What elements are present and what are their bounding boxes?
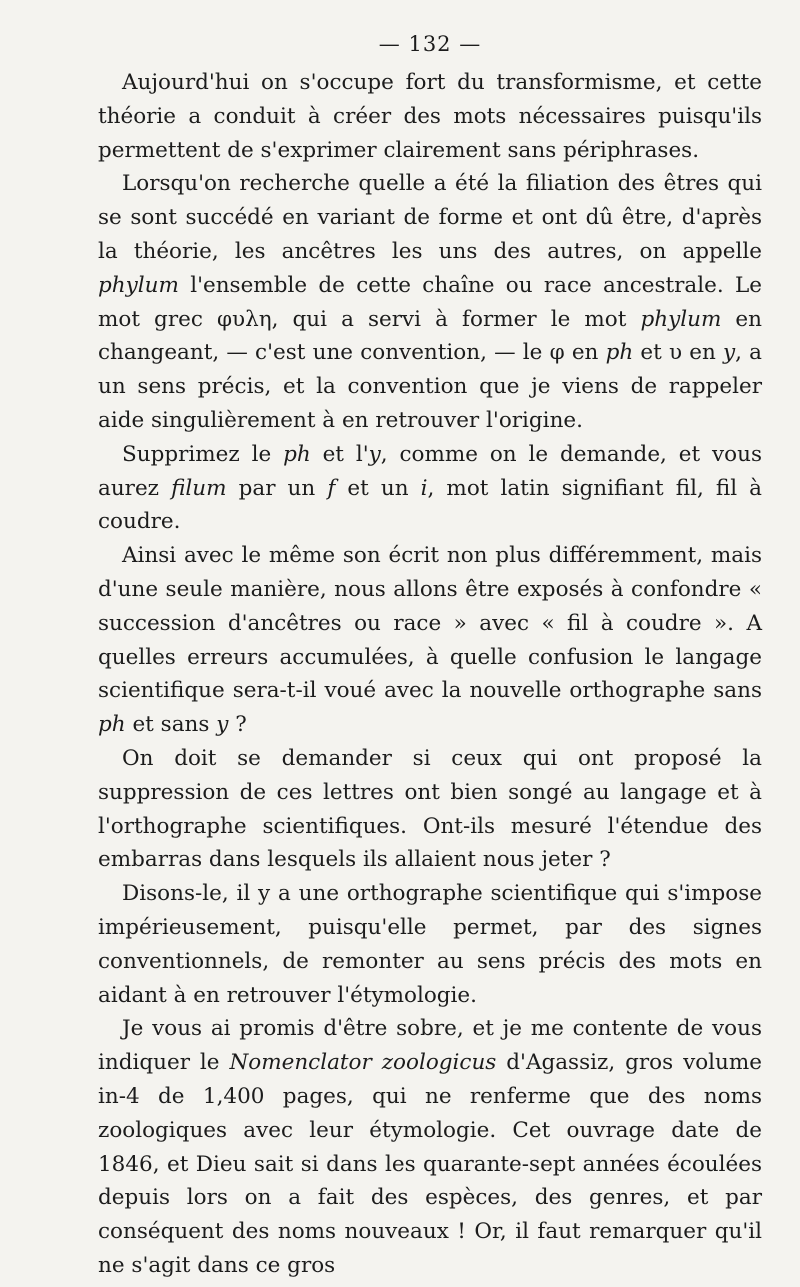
text-run: en changeant, — c'est une convention, — le φ en: [98, 306, 763, 366]
page-number: — 132 —: [378, 32, 482, 56]
text-run: ?: [228, 712, 247, 738]
italic-term: ph: [98, 712, 126, 738]
paragraph: [98, 167, 762, 437]
paragraph: [98, 1012, 762, 1282]
paragraph: [98, 877, 762, 1012]
text-run: Lorsqu'on recherche quelle a été la filiation des êtres qui se sont succédé en variant de forme et ont dû être, d'après la théorie, les ancêtres les uns des autres, on appelle: [98, 171, 762, 264]
text-run: et l': [310, 441, 369, 467]
text-run: l'ensemble de cette chaîne ou race ancestrale. Le mot grec φυλη, qui a servi à former le mot: [98, 272, 762, 332]
italic-term: ph: [605, 340, 634, 366]
paragraph: [98, 66, 762, 167]
text-run: , mot latin signifiant fil, fil à coudre.: [98, 475, 763, 535]
text-run: Aujourd'hui on s'occupe fort du transformisme, et cette théorie a conduit à créer des mots nécessaires puisqu'ils permettent de s'exprimer clairement sans périphrases.: [98, 70, 762, 163]
text-run: et sans: [125, 712, 217, 738]
text-run: Ainsi avec le même son écrit non plus différemment, mais d'une seule manière, nous allons être exposés à confondre « succession d'ancêtres ou race » avec « fil à coudre ». A quelles erreurs accumulées, à quelle confusion le langage scientifique sera-t-il voué avec la nouvelle orthographe sans: [98, 543, 762, 704]
italic-term: y: [368, 441, 381, 467]
text-run: On doit se demander si ceux qui ont proposé la suppression de ces lettres ont bien songé au langage et à l'orthographe scientifiques. Ont-ils mesuré l'étendue des embarras dans lesquels ils allaient nous jeter ?: [98, 745, 762, 873]
italic-term: y: [723, 340, 736, 366]
text-run: par un: [226, 475, 328, 501]
italic-term: Nomenclator zoologicus: [229, 1050, 497, 1076]
italic-term: phylum: [640, 306, 722, 332]
italic-term: f: [327, 475, 336, 501]
text-run: d'Agassiz, gros volume in-4 de 1,400 pages, qui ne renferme que des noms zoologiques avec leur étymologie. Cet ouvrage date de 1846, et Dieu sait si dans les quarante-sept années écoulées depuis lors on a fait des espèces, des genres, et par conséquent des noms nouveaux ! Or, il faut remarquer qu'il ne s'agit dans ce gros: [98, 1050, 762, 1278]
body-text: [98, 66, 762, 1283]
text-run: , comme on le demande, et vous aurez: [98, 441, 762, 501]
text-run: Je vous ai promis d'être sobre, et je me contente de vous indiquer le: [98, 1016, 762, 1076]
text-run: , a un sens précis, et la convention que je viens de rappeler aide singulièrement à en retrouver l'origine.: [98, 340, 763, 433]
italic-term: ph: [283, 441, 311, 467]
paragraph: [98, 539, 762, 742]
text-run: Supprimez le: [122, 441, 284, 467]
text-run: Disons-le, il y a une orthographe scientifique qui s'impose impérieusement, puisqu'elle permet, par des signes conventionnels, de remonter au sens précis des mots en aidant à en retrouver l'étymologie.: [98, 881, 762, 1008]
text-run: et υ en: [633, 340, 723, 366]
paragraph: [98, 438, 762, 539]
italic-term: i: [420, 475, 428, 501]
italic-term: y: [216, 712, 229, 738]
italic-term: filum: [171, 475, 227, 501]
italic-term: phylum: [98, 272, 179, 298]
text-run: et un: [335, 475, 421, 501]
paragraph: [98, 742, 762, 877]
